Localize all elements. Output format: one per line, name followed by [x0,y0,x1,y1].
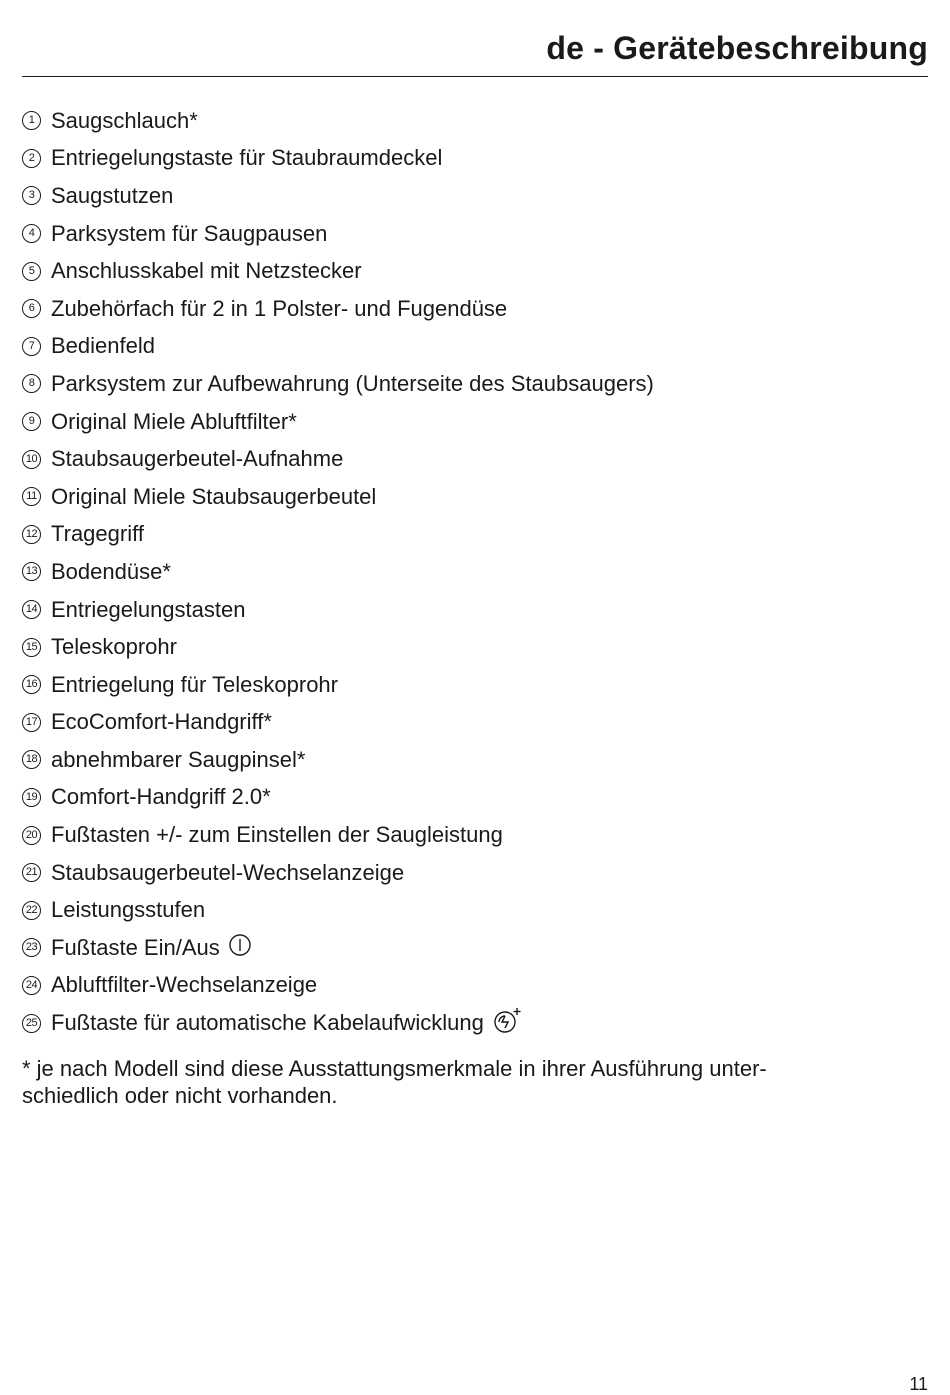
item-label: Zubehörfach für 2 in 1 Polster- und Fugendüse [51,295,508,321]
item-label: Bedienfeld [51,333,155,359]
item-label: Saugschlauch* [51,107,198,133]
footnote-line-1: * je nach Modell sind diese Ausstattungsmerkmale in ihrer Ausführung unter- [22,1056,767,1081]
item-number: 16 [22,675,41,694]
item-number: 1 [22,111,41,130]
item-number: 10 [22,450,41,469]
list-item [22,1004,928,1042]
list-item [22,177,928,215]
list-item [22,365,928,403]
item-label: Abluftfilter-Wechselanzeige [51,972,318,998]
page-header [22,28,928,77]
item-label: Comfort-Handgriff 2.0* [51,784,271,810]
item-number: 4 [22,224,41,243]
item-number: 25 [22,1014,41,1033]
item-number: 24 [22,976,41,995]
item-number: 9 [22,412,41,431]
item-label: Fußtasten +/- zum Einstellen der Saugleistung [51,822,503,848]
list-item [22,816,928,854]
item-number: 3 [22,186,41,205]
item-label: Bodendüse* [51,558,171,584]
list-item [22,553,928,591]
footnote-line-2: schiedlich oder nicht vorhanden. [22,1083,338,1108]
item-number: 17 [22,713,41,732]
list-item [22,328,928,366]
item-label: Parksystem für Saugpausen [51,220,328,246]
list-item [22,704,928,742]
item-label: Saugstutzen [51,182,174,208]
item-label: Parksystem zur Aufbewahrung (Unterseite des Staubsaugers) [51,370,654,396]
item-label: Staubsaugerbeutel-Aufnahme [51,446,344,472]
list-item [22,779,928,817]
item-number: 5 [22,262,41,281]
item-number: 18 [22,750,41,769]
item-label: EcoComfort-Handgriff* [51,709,272,735]
item-label: Original Miele Abluftfilter* [51,408,297,434]
page-title: de - Gerätebeschreibung [546,30,928,66]
item-number: 8 [22,374,41,393]
list-item [22,891,928,929]
item-label: Original Miele Staubsaugerbeutel [51,483,377,509]
item-label: Fußtaste Ein/Aus [51,934,220,960]
item-number: 21 [22,863,41,882]
item-label: Entriegelungstasten [51,596,246,622]
list-item [22,854,928,892]
page-number: 11 [909,1374,928,1394]
item-number: 11 [22,487,41,506]
list-item [22,628,928,666]
item-number: 13 [22,562,41,581]
item-label: Anschlusskabel mit Netzstecker [51,258,362,284]
item-number: 23 [22,938,41,957]
item-number: 12 [22,525,41,544]
item-number: 2 [22,149,41,168]
list-item [22,478,928,516]
item-label: Fußtaste für automatische Kabelaufwicklung [51,1010,484,1036]
list-item [22,516,928,554]
cable-rewind-icon [492,1006,522,1040]
item-number: 20 [22,826,41,845]
item-label: Teleskoprohr [51,634,177,660]
item-number: 14 [22,600,41,619]
list-item [22,967,928,1005]
item-label: Entriegelungstaste für Staubraumdeckel [51,145,443,171]
list-item [22,403,928,441]
item-number: 6 [22,299,41,318]
list-item [22,102,928,140]
list-item [22,215,928,253]
list-item [22,290,928,328]
list-item [22,440,928,478]
item-label: Leistungsstufen [51,897,206,923]
list-item [22,929,928,967]
list-item [22,140,928,178]
item-label: abnehmbarer Saugpinsel* [51,746,306,772]
item-number: 7 [22,337,41,356]
list-item [22,252,928,290]
footnote [22,1055,902,1109]
power-icon [228,933,252,963]
item-label: Tragegriff [51,521,144,547]
item-label: Entriegelung für Teleskoprohr [51,671,338,697]
item-number: 22 [22,901,41,920]
item-number: 19 [22,788,41,807]
parts-list [22,102,928,1042]
item-label: Staubsaugerbeutel-Wechselanzeige [51,859,405,885]
list-item [22,591,928,629]
list-item [22,666,928,704]
item-number: 15 [22,638,41,657]
list-item [22,741,928,779]
